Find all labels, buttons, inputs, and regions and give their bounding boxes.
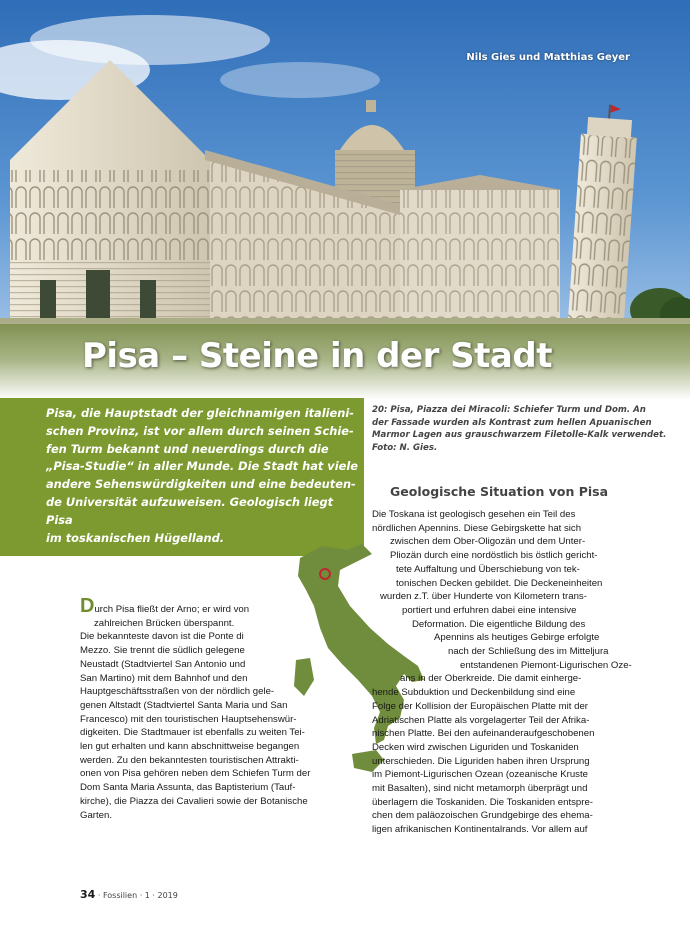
body-line: Folge der Kollision der Europäischen Platte mit der	[372, 700, 588, 712]
body-line: Francesco) mit den touristischen Hauptsehenswür-	[80, 713, 297, 725]
body-line: zahlreichen Brücken überspannt.	[94, 617, 235, 629]
body-line: kirche), die Piazza dei Cavalieri sowie der Botanische	[80, 795, 308, 807]
body-line: nischen Platte. Bei den aufeinanderaufgeschobenen	[372, 728, 595, 740]
publication-info: · Fossilien · 1 · 2019	[95, 891, 178, 900]
body-line: Pliozän durch eine nordöstlich bis östlich gericht-	[390, 550, 598, 562]
body-line: nach der Schließung des im Mitteljura	[448, 646, 609, 658]
body-line: digkeiten. Die Stadtmauer ist ebenfalls zu weiten Tei-	[80, 727, 305, 739]
body-line: Garten.	[80, 809, 112, 821]
page-number: 34	[80, 888, 96, 901]
article-title: Pisa – Steine in der Stadt	[82, 336, 552, 376]
body-line: Neustadt (Stadtviertel San Antonio und	[80, 658, 246, 670]
body-line: ans in der Oberkreide. Die damit einherge-	[400, 673, 582, 685]
section-heading: Geologische Situation von Pisa	[390, 484, 609, 499]
drop-cap: D	[80, 595, 95, 617]
body-line: wurden z.T. über Hunderte von Kilometern trans-	[380, 591, 587, 603]
body-line: chen dem paläozoischen Grundgebirge des ehema-	[372, 810, 593, 822]
body-line: werden. Zu den bekanntesten touristischen Attrakti-	[80, 754, 299, 766]
lead-line: andere Sehenswürdigkeiten und eine bedeuten-	[46, 477, 356, 492]
lead-line: fen Turm bekannt und neuerdings durch die	[46, 441, 329, 456]
body-line: tonischen Decken gebildet. Die Deckeneinheiten	[396, 577, 603, 589]
body-line: Hauptgeschäftsstraßen von der nördlich gele-	[80, 686, 275, 698]
body-line: Deformation. Die eigentliche Bildung des	[412, 618, 586, 630]
body-line: Die bekannteste davon ist die Ponte di	[80, 631, 244, 643]
body-line: Mezzo. Sie trennt die südlich gelegene	[80, 645, 245, 657]
body-line: len gut erhalten und kann abschnittweise begangen	[80, 741, 300, 753]
caption-line: Marmor Lagen aus grauschwarzem Filetolle-Kalk verwendet.	[372, 430, 667, 441]
body-line: Decken wird zwischen Liguriden und Toskaniden	[372, 741, 579, 753]
body-line: portiert und erfuhren dabei eine intensive	[402, 604, 577, 616]
body-line: entstandenen Piemont-Ligurischen Oze-	[460, 659, 632, 671]
body-line: Durch Pisa fließt der Arno; er wird von	[80, 595, 250, 617]
body-line: ligen afrikanischen Kontinentalrands. Vor allem auf	[372, 824, 588, 836]
page-footer	[80, 888, 178, 901]
body-line: tete Auffaltung und Überschiebung von tek-	[396, 563, 580, 575]
body-line: Dom Santa Maria Assunta, das Baptisterium (Tauf-	[80, 782, 296, 794]
body-line: Apennins als heutiges Gebirge erfolgte	[434, 632, 600, 644]
body-line: mit Basalten), sind nicht metamorph überprägt und	[372, 783, 588, 795]
body-line: onen von Pisa gehören neben dem Schiefen Turm der	[80, 768, 311, 780]
body-line: San Martino) mit dem Bahnhof und den	[80, 672, 248, 684]
body-line: unterschieden. Die Liguriden haben ihren Ursprung	[372, 755, 590, 767]
lead-line: im toskanischen Hügelland.	[46, 530, 225, 545]
body-line: im Piemont-Ligurischen Ozean (ozeanische Kruste	[372, 769, 588, 781]
body-line: genen Altstadt (Stadtviertel Santa Maria und San	[80, 699, 288, 711]
authors-byline: Nils Gies und Matthias Geyer	[466, 52, 630, 63]
body-line: Die Toskana ist geologisch gesehen ein Teil des	[372, 509, 576, 520]
photo-caption	[372, 404, 672, 454]
body-line: hende Subduktion und Deckenbildung sind eine	[372, 687, 576, 699]
body-column-left	[80, 595, 311, 822]
body-line: zwischen dem Ober-Oligozän und dem Unter-	[390, 536, 586, 548]
body-line: Adriatischen Platte als vorgelagerter Teil der Afrika-	[372, 714, 590, 726]
lead-line: Pisa, die Hauptstadt der gleichnamigen italieni-	[46, 406, 355, 420]
lead-text	[46, 405, 362, 547]
body-column-right	[372, 508, 662, 837]
lead-line: de Universität aufzuweisen. Geologisch liegt Pisa	[46, 494, 334, 527]
lead-line: „Pisa-Studie“ in aller Munde. Die Stadt hat viele	[46, 459, 358, 474]
body-line: nördlichen Apennins. Diese Gebirgskette hat sich	[372, 522, 582, 534]
caption-line: der Fassade wurden als Kontrast zum hellen Apuanischen	[372, 417, 652, 428]
body-line: überlagern die Toskaniden. Die Toskaniden entspre-	[372, 796, 593, 808]
caption-line: Foto: N. Gies.	[372, 442, 438, 453]
lead-line: schen Provinz, ist vor allem durch seinen Schie-	[46, 423, 354, 438]
caption-line: 20: Pisa, Piazza dei Miracoli: Schiefer Turm und Dom. An	[372, 405, 646, 415]
